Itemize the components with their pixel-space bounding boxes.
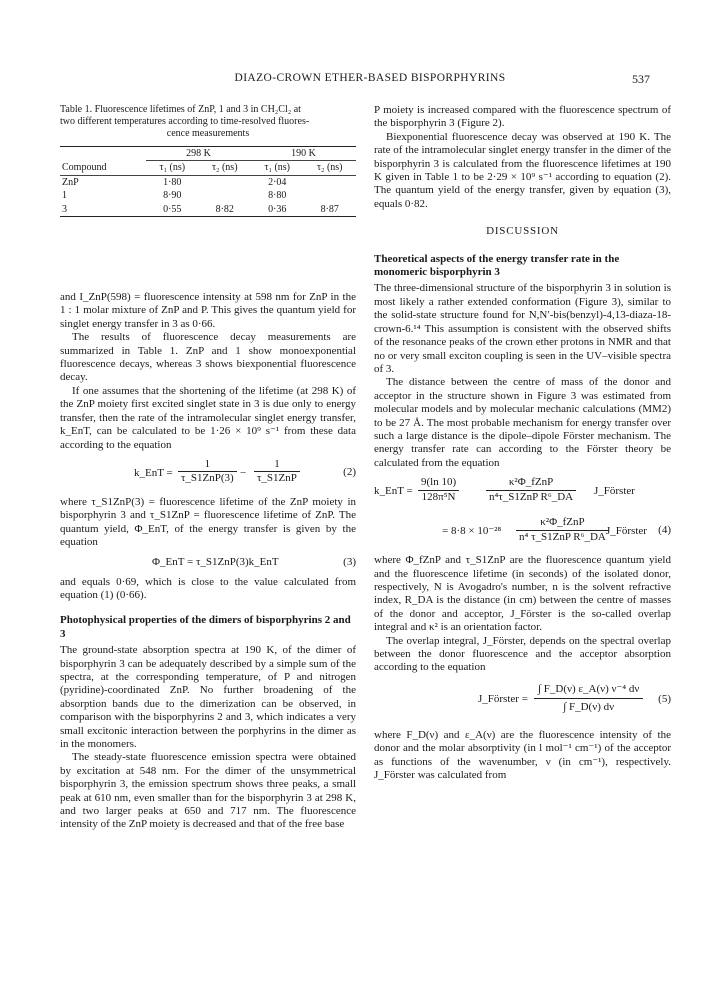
fraction-numerator: 1: [178, 458, 237, 472]
fraction-denominator: n⁴ τ_S1ZnP R⁶_DA: [519, 530, 606, 543]
equation-term: J_Förster: [594, 485, 635, 498]
subsection-heading: Photophysical properties of the dimers of bisporphyrins 2 and 3: [60, 614, 351, 640]
subsection-heading: Theoretical aspects of the energy transfer rate in the monomeric bisporphyrin 3: [374, 252, 620, 279]
paragraph: The steady-state fluorescence emission spectra were obtained by excitation at 548 nm. For the dimer of the unsymmetrical bisporphyrin 3, the emission spectrum shows three peaks, a small peak at 610 nm, even smaller than for the bisporphyrin 3 at 298 K, and two larger peaks at 650 and 717 nm. The fluorescence intensity of the ZnP moiety is decreased and that of the free base: [60, 751, 356, 831]
equation-lhs: k_EnT =: [134, 466, 173, 479]
fraction-denominator: τ_S1ZnP(3): [181, 472, 234, 485]
column-header: Compound: [60, 161, 146, 175]
paragraph: The overlap integral, J_Förster, depends on the spectral overlap between the donor fluorescence and the acceptor absorption according to the equation: [374, 634, 671, 674]
table-cell: [303, 189, 356, 202]
lifetime-table: [60, 146, 356, 217]
fraction-numerator: 1: [254, 458, 300, 472]
equation-4-line-1: [374, 474, 671, 510]
equation-body: Φ_EnT = τ_S1ZnP(3)k_EnT: [152, 555, 279, 568]
fraction-denominator: τ_S1ZnP: [257, 472, 297, 485]
table-row: [60, 189, 356, 202]
table-cell: 8·87: [303, 203, 356, 217]
section-heading: DISCUSSION: [486, 225, 559, 238]
equation-fraction: [254, 458, 300, 486]
paragraph: and equals 0·69, which is close to the value calculated from equation (1) (0·66).: [60, 575, 356, 601]
right-column: [374, 104, 671, 782]
table-cell: 1·80: [163, 176, 182, 188]
table-cell: ZnP: [62, 176, 79, 188]
paragraph: If one assumes that the shortening of the lifetime (at 298 K) of the ZnP moiety first excited singlet state in 3 is due only to energy transfer, then the rate of the intramolecular singlet energy transfer, k_EnT, can be calculated to be 1·26 × 10⁹ s⁻¹ from these data according to the equation: [60, 384, 356, 451]
table-cell: [199, 189, 251, 202]
table-group-row: [60, 147, 356, 161]
table-cell: 8·80: [268, 190, 287, 202]
column-header: τ₂ (ns): [303, 161, 356, 175]
equation-number: (3): [343, 555, 356, 568]
column-header: τ₂ (ns): [199, 161, 251, 175]
fraction-numerator: κ²Φ_fZnP: [516, 516, 609, 530]
table-cell: 0·55: [146, 203, 198, 217]
equation-lhs: k_EnT =: [374, 485, 413, 498]
table-cell: 3: [60, 203, 146, 217]
table-cell: 0·36: [251, 203, 303, 217]
table-caption-line: Table 1. Fluorescence lifetimes of ZnP, 1 and 3 in CH₂Cl₂ at: [60, 104, 301, 115]
fraction-denominator: ∫ F_D(ν) dν: [563, 701, 615, 714]
equation-term: J_Förster: [606, 525, 647, 538]
column-header: τ₁ (ns): [251, 161, 303, 175]
equation-2: [60, 456, 356, 492]
paragraph: Biexponential fluorescence decay was observed at 190 K. The rate of the intramolecular singlet energy transfer in the dimer of the bisporphyrin 3 is calculated from the fluorescence lifetimes at 190 K given in Table 1 to be 2·29 × 10⁹ s⁻¹ according to equation (2). The quantum yield of the energy transfer, given by equation (3), equals 0·82.: [374, 130, 671, 210]
table-1: [60, 104, 356, 217]
paragraph: and I_ZnP(598) = fluorescence intensity at 598 nm for ZnP in the 1 : 1 molar mixture of ZnP and P. This gives the quantum yield for singlet energy transfer in 3 as 0·66.: [60, 291, 356, 330]
left-column: [60, 104, 356, 832]
running-head: DIAZO-CROWN ETHER-BASED BISPORPHYRINS: [234, 72, 506, 84]
paragraph: where τ_S1ZnP(3) = fluorescence lifetime of the ZnP moiety in bisporphyrin 3 and τ_S1ZnP = fluorescence lifetime of ZnP. The quantum yield, Φ_EnT, of the energy transfer is given by the equation: [60, 495, 356, 549]
paragraph: The results of fluorescence decay measurements are summarized in Table 1. ZnP and 1 show monoexponential fluorescence decays, whereas 3 shows biexponential fluorescence decay.: [60, 331, 356, 384]
fraction-numerator: ∫ F_D(ν) ε_A(ν) ν⁻⁴ dν: [534, 681, 643, 699]
paragraph: where Φ_fZnP and τ_S1ZnP are the fluorescence quantum yield and the fluorescence lifetime (in seconds) of the isolated donor, respectively, N is Avogadro's number, n is the solvent refractive index, R_DA is the distance (in cm) between the centre of masses of the donor and acceptor, J_Förster is the so-called overlap integral and κ² is an orientation factor.: [374, 554, 671, 634]
equation-lhs: J_Förster =: [478, 692, 528, 705]
equation-number: (4): [658, 524, 671, 537]
equation-lhs: = 8·8 × 10⁻²⁸: [442, 525, 502, 538]
table-caption: [60, 104, 356, 140]
table-row: [60, 175, 356, 189]
table-cell: 8·90: [163, 190, 182, 202]
equation-operator: −: [240, 466, 247, 479]
column-header: τ₁ (ns): [146, 161, 198, 175]
equation-fraction: [516, 516, 609, 544]
equation-fraction: [534, 681, 643, 717]
equation-3: [60, 554, 356, 572]
equation-number: (2): [343, 465, 356, 478]
table-caption-line: cence measurements: [166, 128, 250, 139]
equation-fraction: [418, 476, 459, 504]
fraction-numerator: 9(ln 10): [418, 476, 459, 490]
group-header-298: 298 K: [146, 147, 251, 161]
table-caption-line: two different temperatures according to time-resolved fluores-: [60, 116, 310, 127]
paragraph: where F_D(ν) and ε_A(ν) are the fluorescence intensity of the donor and the molar absorptivity (in l mol⁻¹ cm⁻¹) of the acceptor as functions of the wavenumber, ν (in cm⁻¹), respectively. J_Förster was calculated from: [374, 728, 671, 782]
page-number: 537: [632, 72, 650, 86]
paragraph: The ground-state absorption spectra at 190 K, of the dimer of bisporphyrin 3 can be adequately described by a simple sum of the spectra, at the corresponding temperature, of P and nitrogen (pyridine)-coordinated ZnP. No further broadening of the absorption bands due to the dimerization can be observed, in comparison with the bisporphyrins 2 and 3, which indicates a very small excitonic interaction between the porphyrins in the dimer as in the monomers.: [60, 644, 356, 750]
fraction-denominator: 128π⁵N: [421, 490, 456, 503]
paragraph: The distance between the centre of mass of the donor and acceptor in the structure shown in Figure 3 was estimated from molecular models and by molecular mechanic calculations (MM2) to be 27 Å. The most probable mechanism for energy transfer over such a large distance is the dipole–dipole Förster mechanism. The energy transfer rate can according to the Förster theory be calculated from the equation: [374, 376, 671, 469]
equation-fraction: [486, 476, 576, 504]
paragraph: The three-dimensional structure of the bisporphyrin 3 in solution is most likely a rather extended conformation (Figure 3), similar to the solid-state structure found for N,N′-bis(benzyl)-4,13-diaza-18-crown-6.¹⁴ This assumption is consistent with the observed shifts of the resonance peaks of the crown ether protons in NMR and that no or very small exciton coupling is seen in the UV–visible spectra of 3.: [374, 282, 671, 375]
table-row: [60, 203, 356, 217]
table-cell: [303, 175, 356, 189]
table-cell: [199, 175, 251, 189]
table-header-row: [60, 161, 356, 175]
fraction-denominator: n⁴τ_S1ZnP R⁶_DA: [489, 490, 574, 503]
table-cell: 8·82: [199, 203, 251, 217]
paragraph: P moiety is increased compared with the fluorescence spectrum of the bisporphyrin 3 (Figure 2).: [374, 104, 671, 130]
equation-fraction: [178, 458, 237, 486]
equation-number: (5): [658, 692, 671, 705]
table-cell: 2·04: [268, 176, 287, 188]
equation-4-line-2: [374, 514, 671, 550]
group-header-190: 190 K: [251, 147, 356, 161]
table-cell: 1: [62, 190, 67, 202]
equation-5: [374, 679, 671, 725]
fraction-numerator: κ²Φ_fZnP: [486, 476, 576, 490]
